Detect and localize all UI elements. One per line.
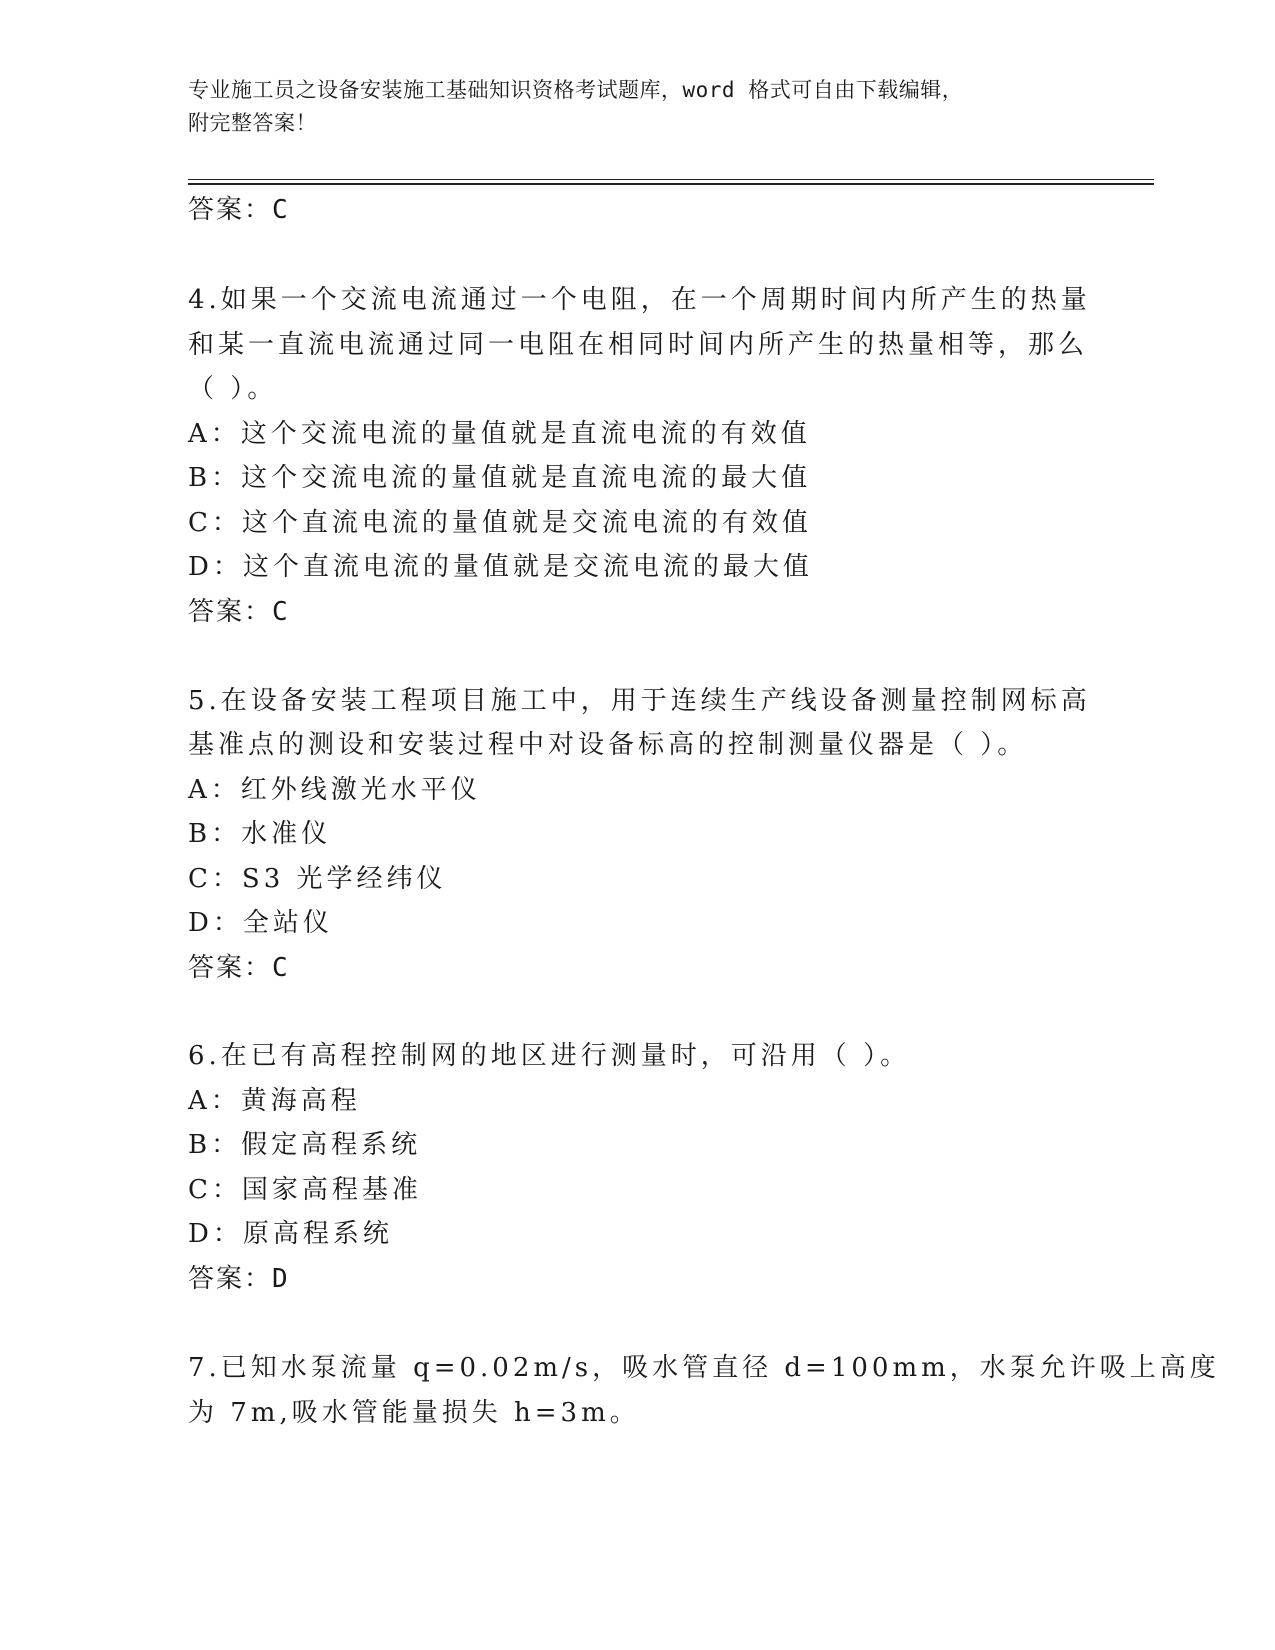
question-5-stem-line-1: 5.在设备安装工程项目施工中，用于连续生产线设备测量控制网标高 [188, 686, 1091, 716]
question-5-option-b: B：水准仪 [188, 819, 332, 849]
header-divider-thin [188, 179, 1154, 180]
header-line-2: 附完整答案！ [188, 111, 317, 135]
header-line-1: 专业施工员之设备安装施工基础知识资格考试题库，word 格式可自由下载编辑， [188, 78, 964, 102]
question-5-option-c: C：S3 光学经纬仪 [188, 864, 447, 894]
previous-answer: 答案：C [188, 195, 290, 225]
question-5-option-a: A：红外线激光水平仪 [188, 775, 481, 805]
question-6-option-a: A：黄海高程 [188, 1086, 361, 1116]
question-6-option-c: C：国家高程基准 [188, 1175, 422, 1205]
header-divider-thick [188, 183, 1154, 185]
question-4-option-b: B：这个交流电流的量值就是直流电流的最大值 [188, 463, 812, 493]
question-4-answer: 答案：C [188, 597, 290, 627]
question-4-option-c: C：这个直流电流的量值就是交流电流的有效值 [188, 508, 812, 538]
question-6-option-d: D：原高程系统 [188, 1219, 393, 1249]
question-7-stem-line-1: 7.已知水泵流量 q=0.02m/s，吸水管直径 d=100mm，水泵允许吸上高度 [188, 1353, 1220, 1383]
question-4-option-a: A：这个交流电流的量值就是直流电流的有效值 [188, 419, 811, 449]
document-header [188, 74, 1068, 140]
question-4-stem-line-1: 4.如果一个交流电流通过一个电阻，在一个周期时间内所产生的热量 [188, 285, 1091, 315]
question-6-answer: 答案：D [188, 1264, 290, 1294]
question-5-stem-line-2: 基准点的测设和安装过程中对设备标高的控制测量仪器是（ ）。 [188, 730, 1028, 760]
question-6-stem-line-1: 6.在已有高程控制网的地区进行测量时，可沿用（ ）。 [188, 1041, 911, 1071]
question-6-option-b: B：假定高程系统 [188, 1130, 422, 1160]
question-4-stem-line-3: （ ）。 [188, 374, 278, 404]
question-5-answer: 答案：C [188, 953, 290, 983]
question-7-stem-line-2: 为 7m,吸水管能量损失 h=3m。 [188, 1398, 640, 1428]
question-4-option-d: D：这个直流电流的量值就是交流电流的最大值 [188, 552, 813, 582]
question-4-stem-line-2: 和某一直流电流通过同一电阻在相同时间内所产生的热量相等，那么 [188, 330, 1089, 360]
question-5-option-d: D：全站仪 [188, 908, 333, 938]
